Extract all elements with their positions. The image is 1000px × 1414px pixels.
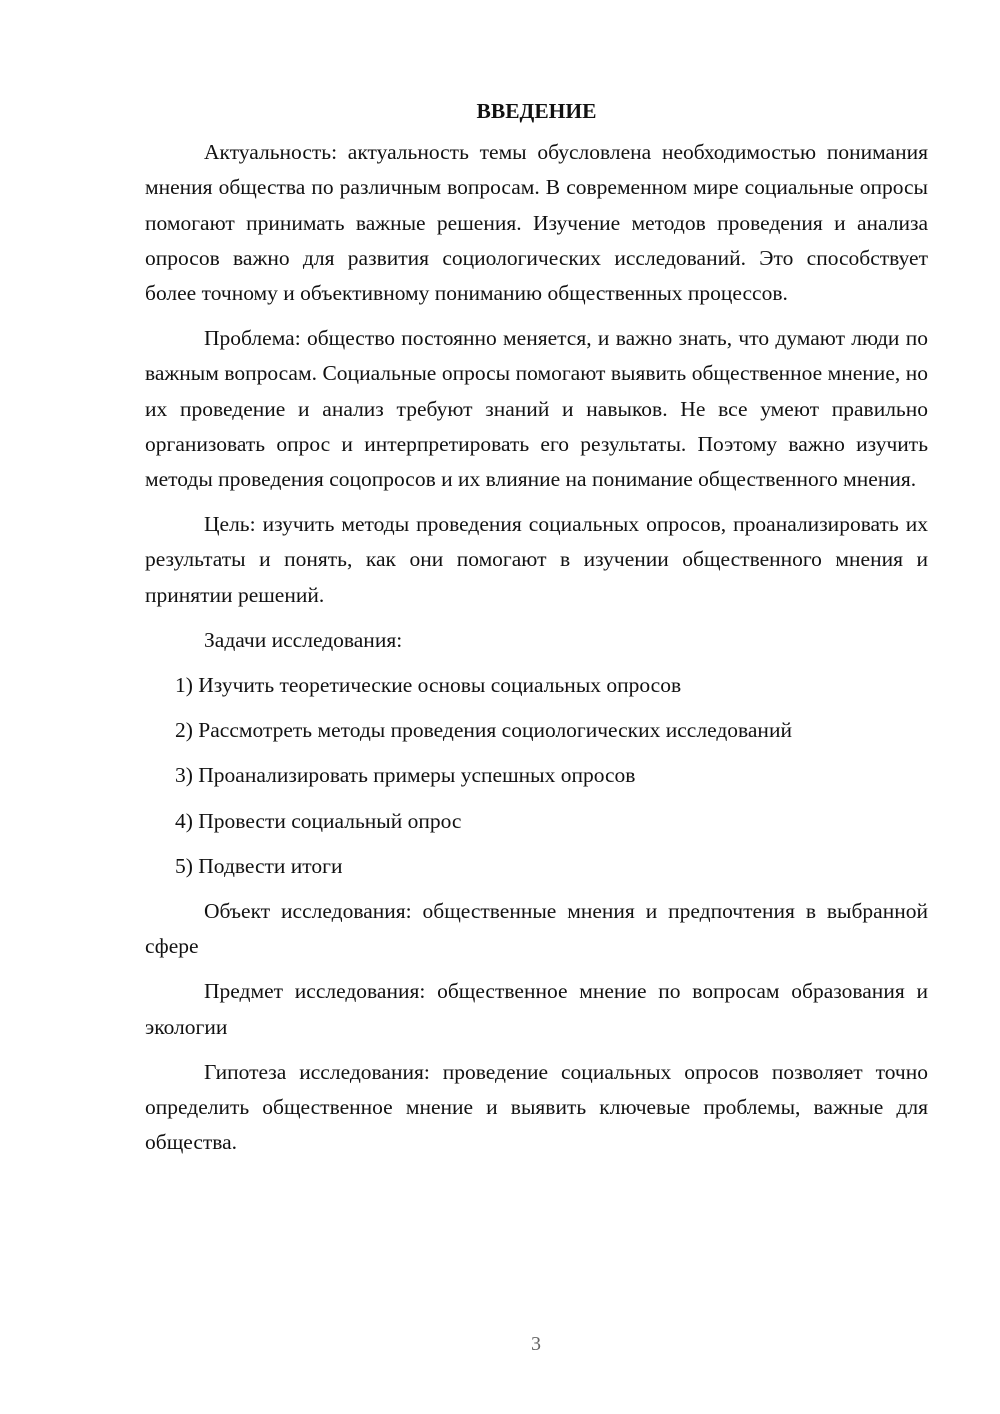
page-content [145,94,928,1170]
list-item: 4) Провести социальный опрос [175,808,462,833]
paragraph-object: Объект исследования: общественные мнения и предпочтения в выбранной сфере [145,899,928,959]
paragraph-hypothesis: Гипотеза исследования: проведение социальных опросов позволяет точно определить общественное мнение и выявить ключевые проблемы, важные для общества. [145,1059,928,1155]
paragraph-problem: Проблема: общество постоянно меняется, и важно знать, что думают люди по важным вопросам. Социальные опросы помогают выявить общественное мнение, но их проведение и анализ требуют знаний и навыков. Не все умеют правильно организовать опрос и интерпретировать его результаты. Поэтому важно изучить методы проведения соцопросов и их влияние на понимание общественного мнения. [145,326,928,492]
paragraph-goal: Цель: изучить методы проведения социальных опросов, проанализировать их результаты и понять, как они помогают в изучении общественного мнения и принятии решений. [145,512,928,607]
tasks-list [145,668,928,884]
paragraph-relevance: Актуальность: актуальность темы обусловлена необходимостью понимания мнения общества по различным вопросам. В современном мире социальные опросы помогают принимать важные решения. Изучение методов проведения и анализа опросов важно для развития социологических исследований. Это способствует более точному и объективному пониманию общественных процессов. [145,140,928,306]
list-item: 5) Подвести итоги [175,853,343,878]
list-item: 1) Изучить теоретические основы социальных опросов [175,673,682,698]
list-item: 2) Рассмотреть методы проведения социологических исследований [175,718,792,743]
page-number: 3 [531,1333,541,1355]
paragraph-subject: Предмет исследования: общественное мнение по вопросам образования и экологии [145,979,928,1039]
tasks-heading: Задачи исследования: [204,627,403,652]
page-title: ВВЕДЕНИЕ [476,99,597,123]
list-item: 3) Проанализировать примеры успешных опросов [175,763,636,788]
